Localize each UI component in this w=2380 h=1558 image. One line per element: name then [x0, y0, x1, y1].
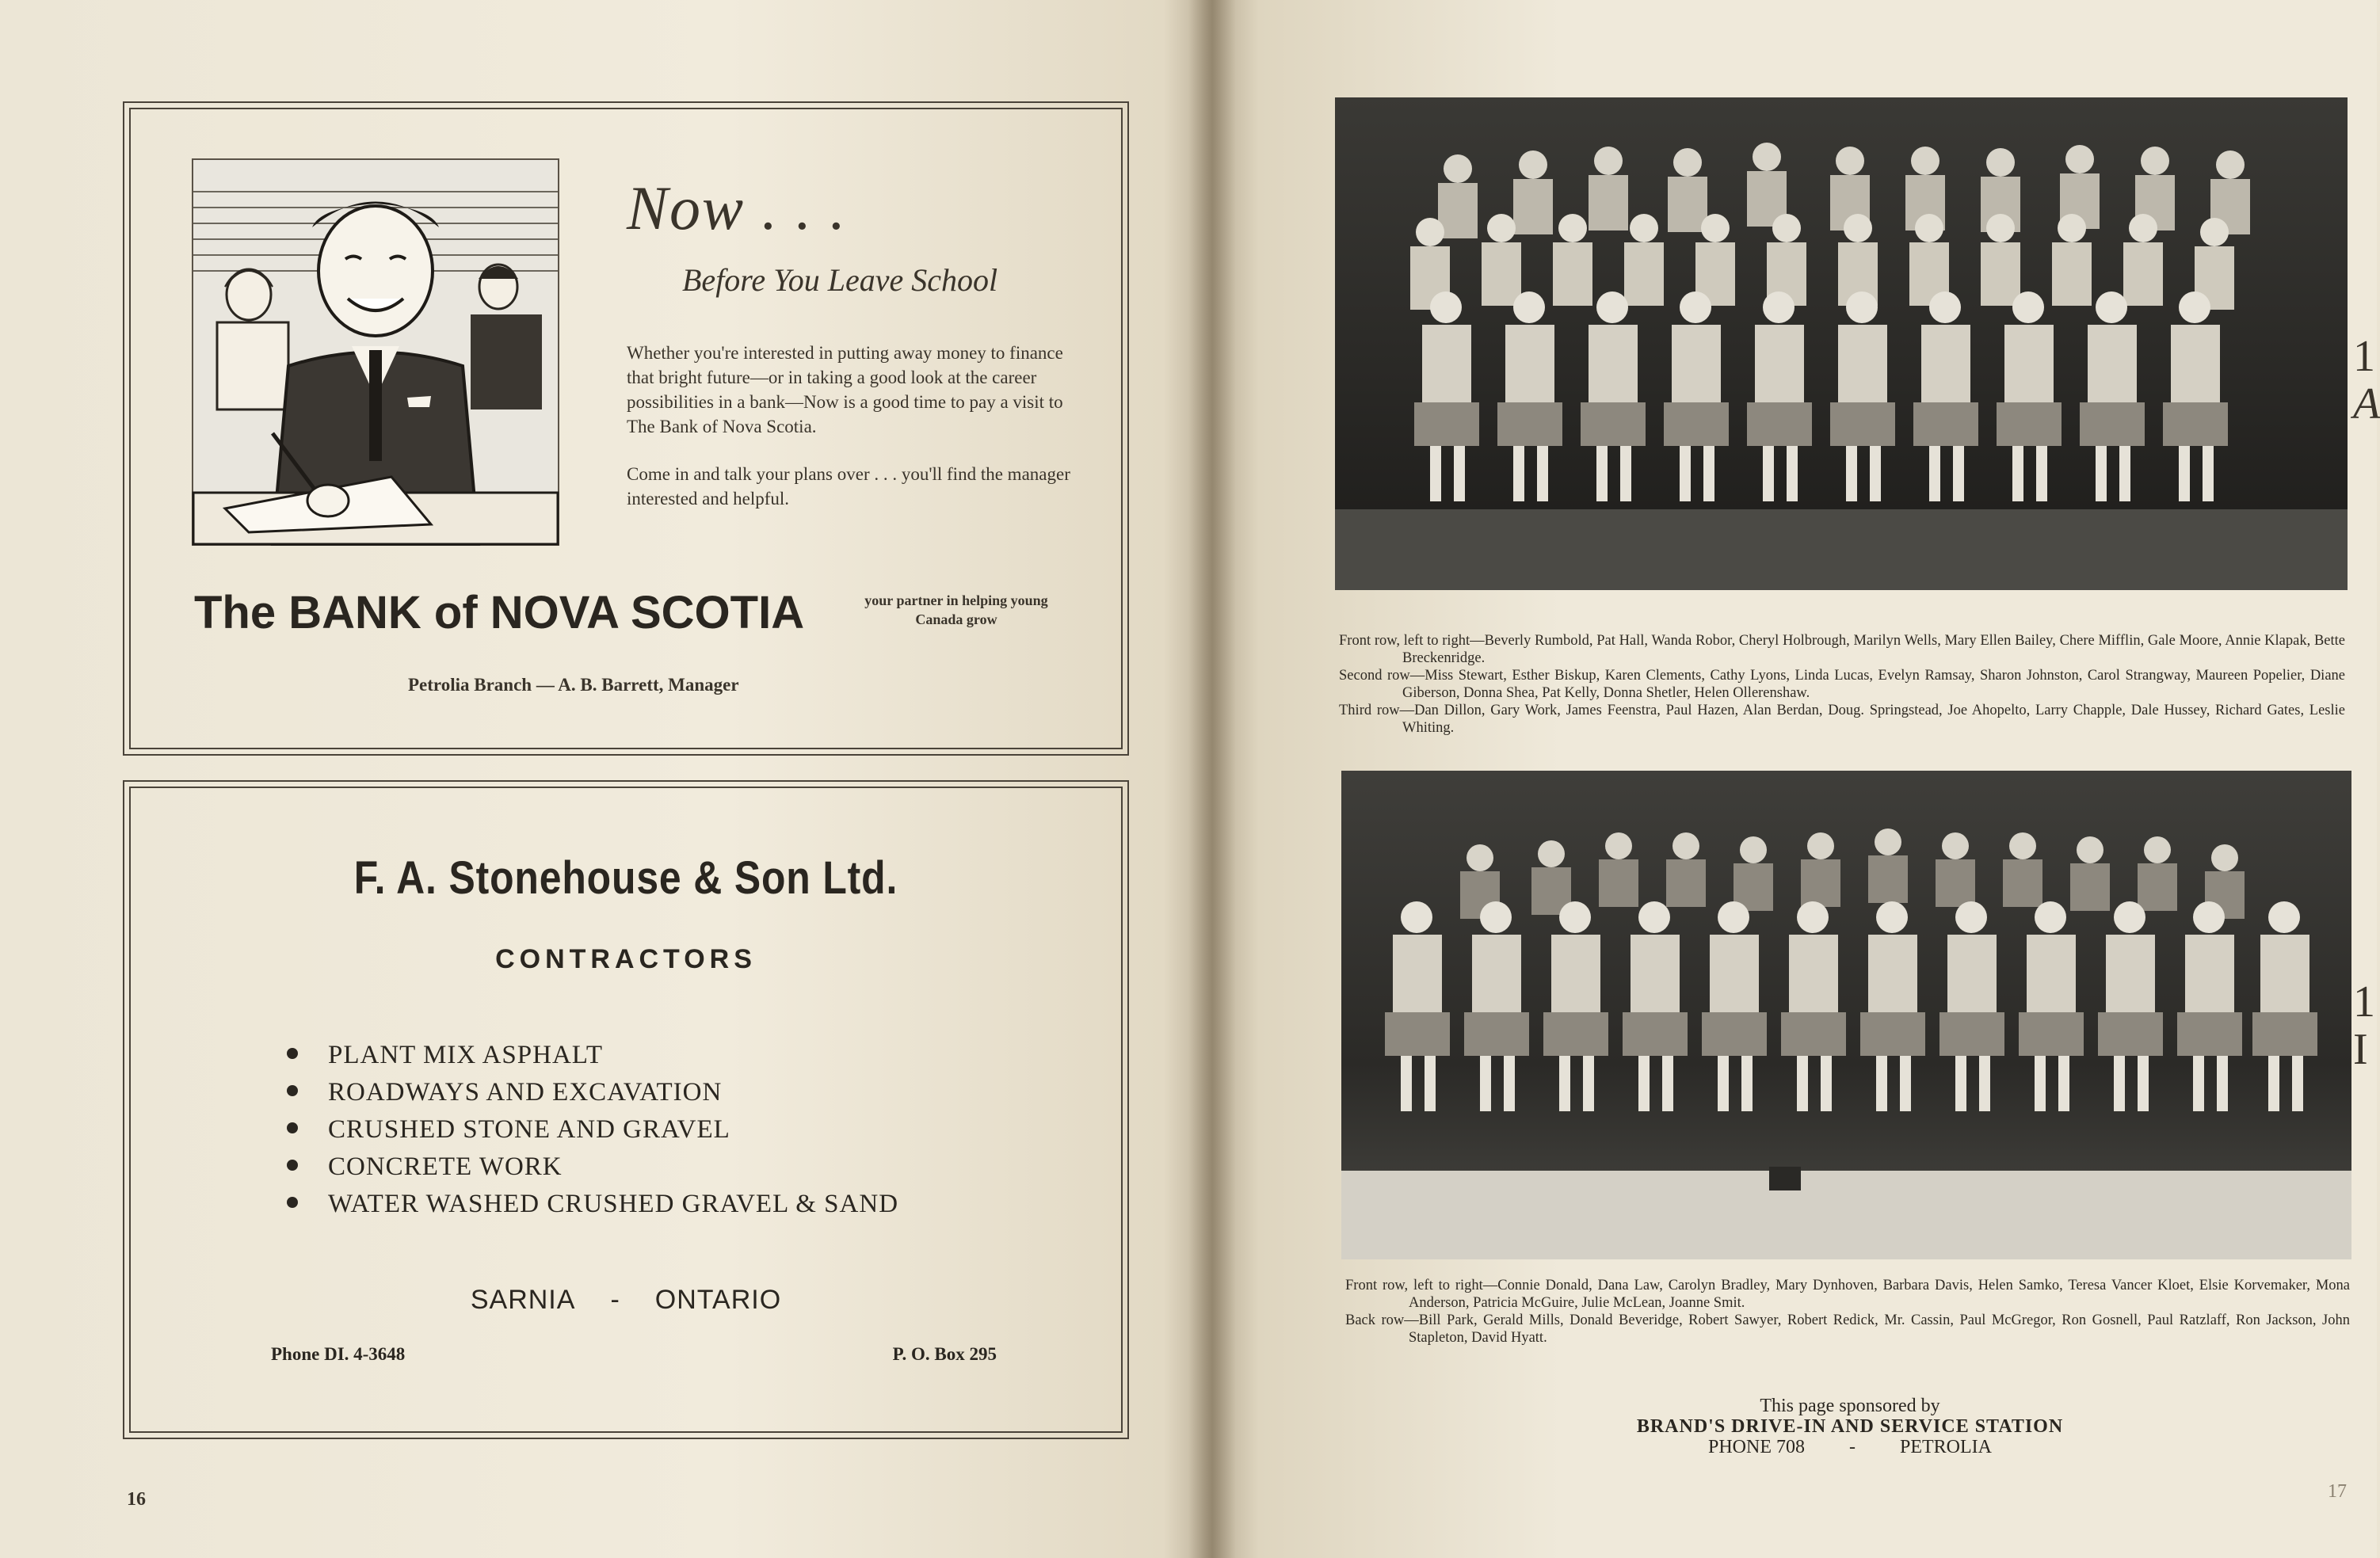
bank-ad-paragraph: Whether you're interested in putting away money to finance that bright future—or in taking a good look at the career possibilities in a bank—Now is a good time to pay a visit to The Bank of Nova Scotia.: [627, 343, 1063, 436]
province: ONTARIO: [654, 1285, 782, 1315]
photo-2-caption: [1345, 1277, 2350, 1347]
bullet-icon: [287, 1197, 298, 1208]
list-item: [287, 1111, 898, 1149]
services-list: [287, 1037, 898, 1223]
edge-fragment: I: [2353, 1025, 2368, 1074]
bullet-icon: [287, 1122, 298, 1133]
bank-branch: Petrolia Branch — A. B. Barrett, Manager: [408, 675, 739, 695]
bank-ad-body: [627, 341, 1070, 534]
list-item: [287, 1186, 898, 1223]
caption-row: Back row—Bill Park, Gerald Mills, Donald Beveridge, Robert Sawyer, Robert Redick, Mr. Cassin, Paul McGregor, Ron Gosnell, Paul Ratzlaff, Ron Jackson, John Stapleton, David Hyatt.: [1345, 1312, 2350, 1346]
caption-row: Second row—Miss Stewart, Esther Biskup, Karen Clements, Cathy Lyons, Linda Lucas, Evelyn Ramsay, Sharon Johnston, Carol Strangway, Maureen Popelier, Diane Giberson, Donna Shea, Pat Kelly, Donna Shetler, Helen Ollerenshaw.: [1339, 668, 2345, 701]
bank-slogan: your partner in helping young Canada grow: [864, 592, 1048, 627]
service-label: ROADWAYS AND EXCAVATION: [328, 1078, 723, 1107]
bank-ad-illustration: [192, 158, 559, 546]
page-number-left: 16: [127, 1489, 146, 1510]
service-label: CONCRETE WORK: [328, 1152, 563, 1181]
sponsor-phone: PHONE 708: [1707, 1437, 1805, 1457]
bank-ad-paragraph: Come in and talk your plans over . . . you'll find the manager interested and helpful.: [627, 464, 1070, 509]
bullet-icon: [287, 1048, 298, 1059]
service-label: PLANT MIX ASPHALT: [328, 1041, 604, 1069]
sponsor-contact: [1557, 1437, 2143, 1457]
sponsor-block: [1557, 1396, 2143, 1457]
edge-fragment: 1: [2353, 332, 2375, 381]
company-location: [124, 1285, 1127, 1316]
location-separator: -: [610, 1285, 620, 1315]
sponsor-intro: This page sponsored by: [1760, 1396, 1940, 1416]
caption-row: Front row, left to right—Connie Donald, Dana Law, Carolyn Bradley, Mary Dynhoven, Barbara Davis, Helen Samko, Teresa Vancer Kloet, Elsie Korvemaker, Mona Anderson, Patricia McGuire, Julie McLean, Joanne Smit.: [1345, 1278, 2350, 1311]
bank-ad-subhead: Before You Leave School: [682, 262, 998, 298]
list-item: [287, 1037, 898, 1074]
sponsor-name: BRAND'S DRIVE-IN AND SERVICE STATION: [1636, 1416, 2064, 1437]
photo-1-caption: [1339, 632, 2345, 737]
city: SARNIA: [470, 1285, 576, 1315]
company-po-box: P. O. Box 295: [892, 1344, 997, 1364]
bank-name: The BANK of NOVA SCOTIA: [194, 587, 805, 638]
bank-ad: [123, 101, 1129, 756]
sponsor-separator: -: [1849, 1437, 1856, 1457]
service-label: WATER WASHED CRUSHED GRAVEL & SAND: [328, 1190, 899, 1218]
company-name: F. A. Stonehouse & Son Ltd.: [353, 852, 898, 904]
class-photo-1: [1335, 97, 2348, 590]
edge-fragment: 1: [2353, 977, 2375, 1027]
stonehouse-ad: [123, 780, 1129, 1439]
company-subtitle: CONTRACTORS: [495, 944, 757, 974]
bullet-icon: [287, 1160, 298, 1171]
book-gutter: [1188, 0, 1236, 1558]
list-item: [287, 1149, 898, 1186]
edge-fragment: A: [2353, 379, 2380, 429]
caption-row: Front row, left to right—Beverly Rumbold, Pat Hall, Wanda Robor, Cheryl Holbrough, Marilyn Wells, Mary Ellen Bailey, Chere Mifflin, Gale Moore, Annie Klapak, Bette Breckenridge.: [1339, 633, 2345, 666]
bank-ad-headline: Now . . .: [627, 173, 848, 242]
page-number-right: 17: [2328, 1481, 2347, 1502]
company-phone: Phone DI. 4-3648: [271, 1344, 406, 1364]
caption-row: Third row—Dan Dillon, Gary Work, James Feenstra, Paul Hazen, Alan Berdan, Doug. Springstead, Joe Ahopelto, Larry Chapple, Dale Hussey, Richard Gates, Leslie Whiting.: [1339, 703, 2345, 736]
list-item: [287, 1074, 898, 1111]
class-photo-2: [1341, 771, 2351, 1259]
service-label: CRUSHED STONE AND GRAVEL: [328, 1115, 730, 1144]
sponsor-town: PETROLIA: [1900, 1437, 1992, 1457]
bullet-icon: [287, 1085, 298, 1096]
